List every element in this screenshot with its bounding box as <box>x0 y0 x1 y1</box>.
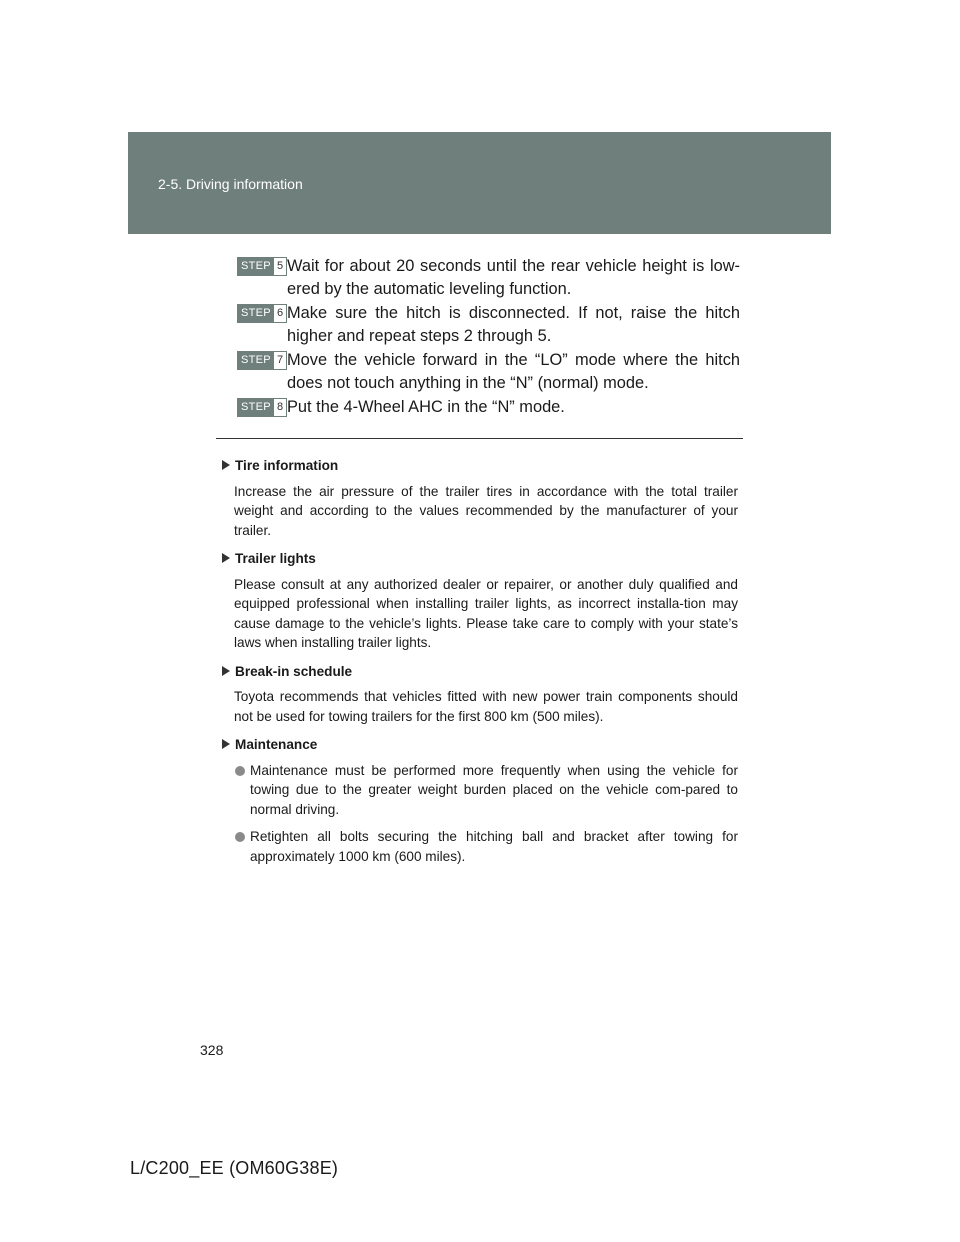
note-title-tire: Tire information <box>222 456 738 476</box>
step-badge <box>237 304 287 323</box>
step-badge <box>237 351 287 370</box>
step-badge-label: STEP <box>238 399 274 416</box>
step-badge-number: 8 <box>274 399 286 416</box>
step-badge-label: STEP <box>238 258 274 275</box>
page-number: 328 <box>200 1042 224 1058</box>
step-item <box>237 302 740 348</box>
step-badge <box>237 257 287 276</box>
list-item: Retighten all bolts securing the hitching ball and bracket after towing for approximately 1000 km (600 miles). <box>222 827 738 866</box>
section-title: 2-5. Driving information <box>158 176 303 192</box>
step-item <box>237 255 740 301</box>
note-body-tire: Increase the air pressure of the trailer tires in accordance with the total trailer weight and according to the values recommended by the manufacturer of your trailer. <box>234 483 738 538</box>
step-badge-label: STEP <box>238 352 274 369</box>
notes-section <box>222 456 738 874</box>
steps-list <box>237 255 740 420</box>
list-item: Maintenance must be performed more frequently when using the vehicle for towing due to the greater weight burden placed on the vehicle com-pared to normal driving. <box>222 761 738 820</box>
step-badge <box>237 398 287 417</box>
note-title-lights: Trailer lights <box>222 549 738 569</box>
step-badge-label: STEP <box>238 305 274 322</box>
note-title-breakin: Break-in schedule <box>222 662 738 682</box>
step-badge-number: 7 <box>274 352 286 369</box>
note-body-breakin: Toyota recommends that vehicles fitted with new power train components should not be used for towing trailers for the first 800 km (500 miles). <box>234 689 738 724</box>
step-text: Wait for about 20 seconds until the rear vehicle height is low-ered by the automatic leveling function. <box>287 257 740 298</box>
step-item <box>237 396 740 419</box>
section-divider <box>216 438 743 439</box>
document-code: L/C200_EE (OM60G38E) <box>130 1158 339 1178</box>
triangle-bullet-icon <box>222 739 230 749</box>
step-badge-number: 6 <box>274 305 286 322</box>
bullet-dot-icon <box>235 832 245 842</box>
triangle-bullet-icon <box>222 460 230 470</box>
step-item <box>237 349 740 395</box>
step-badge-number: 5 <box>274 258 286 275</box>
step-text: Move the vehicle forward in the “LO” mode where the hitch does not touch anything in the “N” (normal) mode. <box>287 351 740 392</box>
triangle-bullet-icon <box>222 666 230 676</box>
section-header <box>128 132 831 234</box>
triangle-bullet-icon <box>222 553 230 563</box>
note-title-maintenance: Maintenance <box>222 735 738 755</box>
step-text: Put the 4-Wheel AHC in the “N” mode. <box>287 398 565 416</box>
note-body-lights: Please consult at any authorized dealer or repairer, or another duly qualified and equipped professional when installing trailer lights, as incorrect installa-tion may cause damage to the vehicle’s lights. Please take care to comply with your state’s laws when installing trailer lights. <box>234 576 738 650</box>
step-text: Make sure the hitch is disconnected. If not, raise the hitch higher and repeat steps 2 through 5. <box>287 304 740 345</box>
bullet-dot-icon <box>235 766 245 776</box>
